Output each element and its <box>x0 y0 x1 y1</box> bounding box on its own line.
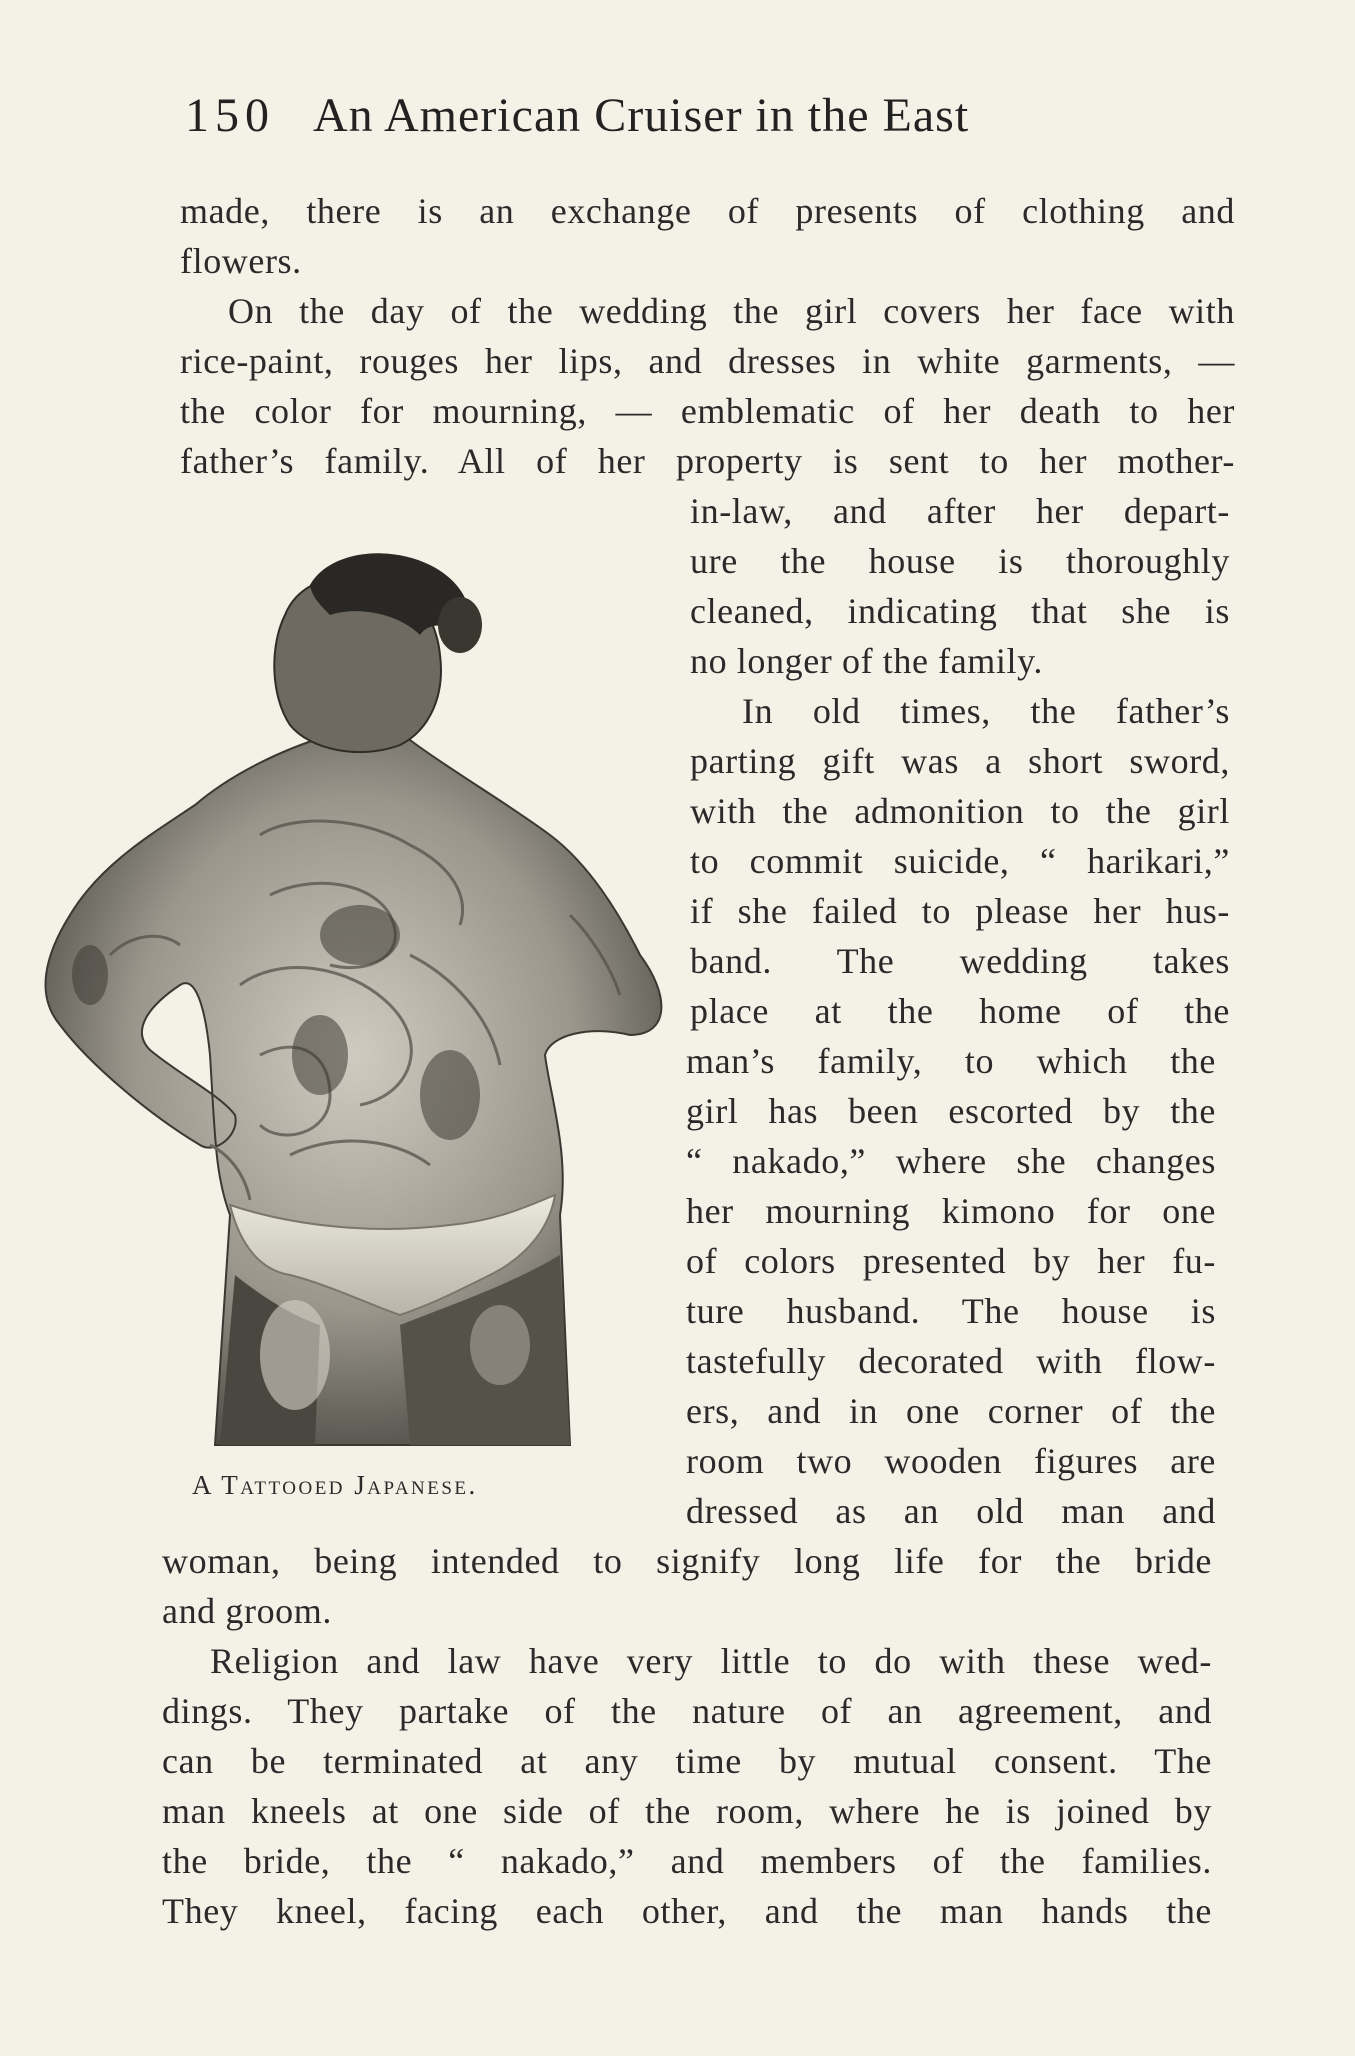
text-line: ture husband. The house is <box>686 1291 1216 1331</box>
page-number: 150 <box>185 89 275 142</box>
text-line: band. The wedding takes <box>690 941 1230 981</box>
text-line: room two wooden figures are <box>686 1441 1216 1481</box>
text-line: ure the house is thoroughly <box>690 541 1230 581</box>
text-line: man’s family, to which the <box>686 1041 1216 1081</box>
text-line: and groom. <box>162 1591 332 1631</box>
text-line: to commit suicide, “ harikari,” <box>690 841 1230 881</box>
text-line: place at the home of the <box>690 991 1230 1031</box>
text-line: woman, being intended to signify long life for the bride <box>162 1541 1212 1581</box>
text-line: “ nakado,” where she changes <box>686 1141 1216 1181</box>
text-line: man kneels at one side of the room, where he is joined by <box>162 1791 1212 1831</box>
running-header <box>185 88 1185 143</box>
tattooed-man-photograph <box>30 535 665 1455</box>
text-line: can be terminated at any time by mutual consent. The <box>162 1741 1212 1781</box>
text-line: if she failed to please her hus- <box>690 891 1230 931</box>
text-line: parting gift was a short sword, <box>690 741 1230 781</box>
text-line: with the admonition to the girl <box>690 791 1230 831</box>
text-line: made, there is an exchange of presents of clothing and <box>180 191 1235 231</box>
text-line: On the day of the wedding the girl covers her face with <box>228 291 1235 331</box>
text-line: of colors presented by her fu- <box>686 1241 1216 1281</box>
text-line: no longer of the family. <box>690 641 1043 681</box>
text-line: dings. They partake of the nature of an agreement, and <box>162 1691 1212 1731</box>
text-line: tastefully decorated with flow- <box>686 1341 1216 1381</box>
text-line: in-law, and after her depart- <box>690 491 1230 531</box>
figure-caption: A Tattooed Japanese. <box>192 1470 478 1500</box>
text-line: dressed as an old man and <box>686 1491 1216 1531</box>
text-line: ers, and in one corner of the <box>686 1391 1216 1431</box>
text-line: girl has been escorted by the <box>686 1091 1216 1131</box>
text-line: her mourning kimono for one <box>686 1191 1216 1231</box>
text-line: In old times, the father’s <box>742 691 1230 731</box>
text-line: flowers. <box>180 241 302 281</box>
text-line: the color for mourning, — emblematic of her death to her <box>180 391 1235 431</box>
text-line: the bride, the “ nakado,” and members of the families. <box>162 1841 1212 1881</box>
text-line: Religion and law have very little to do with these wed- <box>210 1641 1212 1681</box>
text-line: father’s family. All of her property is sent to her mother- <box>180 441 1235 481</box>
text-line: cleaned, indicating that she is <box>690 591 1230 631</box>
running-title: An American Cruiser in the East <box>313 89 970 142</box>
text-line: rice-paint, rouges her lips, and dresses in white garments, — <box>180 341 1235 381</box>
text-line: They kneel, facing each other, and the man hands the <box>162 1891 1212 1931</box>
